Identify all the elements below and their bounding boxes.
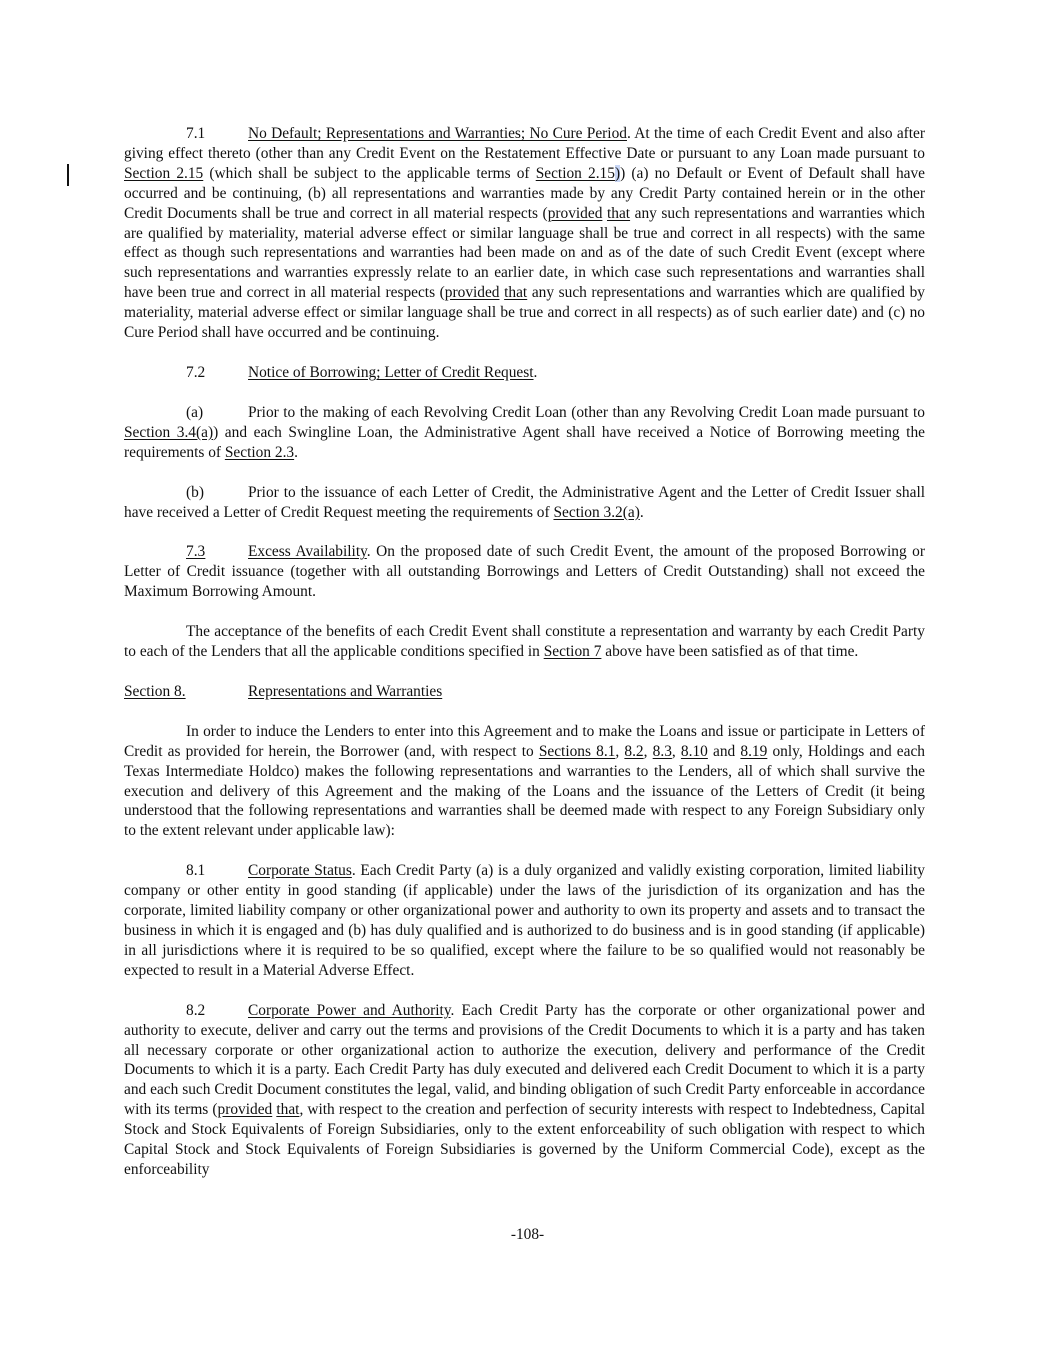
section-title: Notice of Borrowing; Letter of Credit Request (248, 363, 534, 381)
section-7-1-paragraph: 7.1 No Default; Representations and Warranties; No Cure Period. At the time of each Credit Event and also after giving effect thereto (other than any Credit Event on the Restatement Effective Date or pursuant to any Loan made pursuant to Section 2.15 (which shall be subject to the applicable terms of Section 2.15)) (a) no Default or Event of Default shall have occurred and be continuing, (b) all representations and warranties made by any Credit Party contained herein or in the other Credit Documents shall be true and correct in all material respects (provided that any such representations and warranties which are qualified by materiality, material adverse effect or similar language shall be true and correct in all respects) with the same effect as though such representations and warranties had been made on and as of the date of such Credit Event (except where such representations and warranties expressly relate to an earlier date, in which case such representations and warranties shall have been true and correct in all material respects (provided that any such representations and warranties which are qualified by materiality, material adverse effect or similar language shall be true and correct in all respects) as of such earlier date) and (c) no Cure Period shall have occurred and be continuing. (124, 125, 926, 342)
cross-reference-link[interactable]: Section 3.4(a) (124, 423, 214, 441)
page-number: -108- (510, 1226, 545, 1243)
cross-reference-link[interactable]: Section 7 (543, 643, 602, 661)
article-title: Representations and Warranties (248, 682, 443, 700)
that-term: that (276, 1101, 300, 1119)
provided-term: provided (444, 284, 500, 302)
section-number: 8.2 (186, 1001, 206, 1019)
section-8-heading (124, 682, 925, 702)
cross-reference-link[interactable]: 8.10 (680, 742, 708, 760)
section-number: 8.1 (186, 862, 206, 880)
cross-reference-link[interactable]: Section 2.3 (224, 443, 295, 461)
provided-term: provided (217, 1101, 273, 1119)
section-8-intro-paragraph: In order to induce the Lenders to enter into this Agreement and to make the Loans and issue or participate in Letters of Credit as provided for herein, the Borrower (and, with respect to Sections 8.1, 8.2, 8.3, 8.10 and 8.19 only, Holdings and each Texas Intermediate Holdco) makes the following representations and warranties to the Lenders, all of which shall survive the execution and delivery of this Agreement and the making of the Loans and the issuance of the Letters of Credit (it being understood that the following representations and warranties shall be deemed made with respect to any Foreign Subsidiary only to the extent relevant under applicable law): (124, 722, 925, 840)
provided-term: provided (547, 204, 603, 222)
section-7-3-paragraph: 7.3 Excess Availability. On the proposed date of such Credit Event, the amount of the proposed Borrowing or Letter of Credit issuance (together with all outstanding Borrowings and Letters of Credit Outstanding) shall not exceed the Maximum Borrowing Amount. (124, 543, 925, 601)
section-number: 7.2 (186, 363, 206, 381)
section-title: No Default; Representations and Warranties; No Cure Period (248, 125, 627, 142)
cross-reference-link[interactable]: Sections 8.1 (538, 742, 616, 760)
section-title: Corporate Status (248, 862, 352, 880)
section-7-2-a-paragraph: (a) Prior to the making of each Revolving Credit Loan (other than any Revolving Credit Loan made pursuant to Section 3.4(a)) and each Swingline Loan, the Administrative Agent shall have received a Notice of Borrowing meeting the requirements of Section 2.3. (124, 403, 925, 461)
that-term: that (504, 284, 528, 302)
clause-label: (a) (186, 403, 204, 421)
article-number: Section 8. (124, 682, 186, 700)
cross-reference-link[interactable]: Section 2.15 (535, 164, 615, 182)
section-title: Excess Availability (248, 543, 367, 561)
clause-label: (b) (186, 483, 204, 501)
section-number: 7.1 (186, 125, 206, 142)
cross-reference-link[interactable]: 8.3 (652, 742, 672, 760)
acceptance-paragraph: The acceptance of the benefits of each Credit Event shall constitute a representation and warranty by each Credit Party to each of the Lenders that all the applicable conditions specified in Section 7 above have been satisfied as of that time. (124, 623, 925, 661)
section-7-2-b-paragraph: (b) Prior to the issuance of each Letter of Credit, the Administrative Agent and the Letter of Credit Issuer shall have received a Letter of Credit Request meeting the requirements of Section 3.2(a). (124, 483, 925, 521)
revision-change-bar (67, 164, 69, 186)
cross-reference-link[interactable]: 8.2 (624, 742, 644, 760)
highlighted-change: ) (614, 164, 621, 182)
section-title: Corporate Power and Authority (248, 1001, 451, 1019)
section-8-2-paragraph: 8.2 Corporate Power and Authority. Each Credit Party has the corporate or other organizational power and authority to execute, deliver and carry out the terms and provisions of the Credit Documents to which it is a party and has taken all necessary corporate or other organizational action to authorize the execution, delivery and performance of the Credit Documents to which it is a party. Each Credit Party has duly executed and delivered each Credit Document to which it is a party and each such Credit Document constitutes the legal, valid, and binding obligation of such Credit Party enforceable in accordance with its terms (provided that, with respect to the creation and perfection of security interests with respect to Indebtedness, Capital Stock and Stock Equivalents of Foreign Subsidiaries, only to the extent enforceability of such obligation with respect to which Capital Stock and Stock Equivalents of Foreign Subsidiaries is governed by the Uniform Commercial Code), except as the enforceability (124, 1001, 925, 1178)
section-number: 7.3 (186, 543, 206, 561)
section-8-1-paragraph: 8.1 Corporate Status. Each Credit Party (a) is a duly organized and validly existing corporation, limited liability company or other entity in good standing (if applicable) under the laws of the jurisdiction of its organization and has the corporate, limited liability company or other organizational power and authority to own its property and assets and to transact the business in which it is engaged and (b) has duly qualified and is authorized to do business and is in good standing (if applicable) in all jurisdictions where it is required to be so qualified, except where the failure to be so qualified would not reasonably be expected to result in a Material Adverse Effect. (124, 862, 925, 979)
cross-reference-link[interactable]: Section 2.15 (124, 164, 204, 182)
cross-reference-link[interactable]: Section 3.2(a) (553, 503, 640, 521)
document-page (124, 124, 925, 1180)
cross-reference-link[interactable]: 8.19 (740, 742, 768, 760)
section-7-2-heading: 7.2 Notice of Borrowing; Letter of Credit Request. (186, 363, 538, 381)
that-term: that (606, 204, 631, 222)
